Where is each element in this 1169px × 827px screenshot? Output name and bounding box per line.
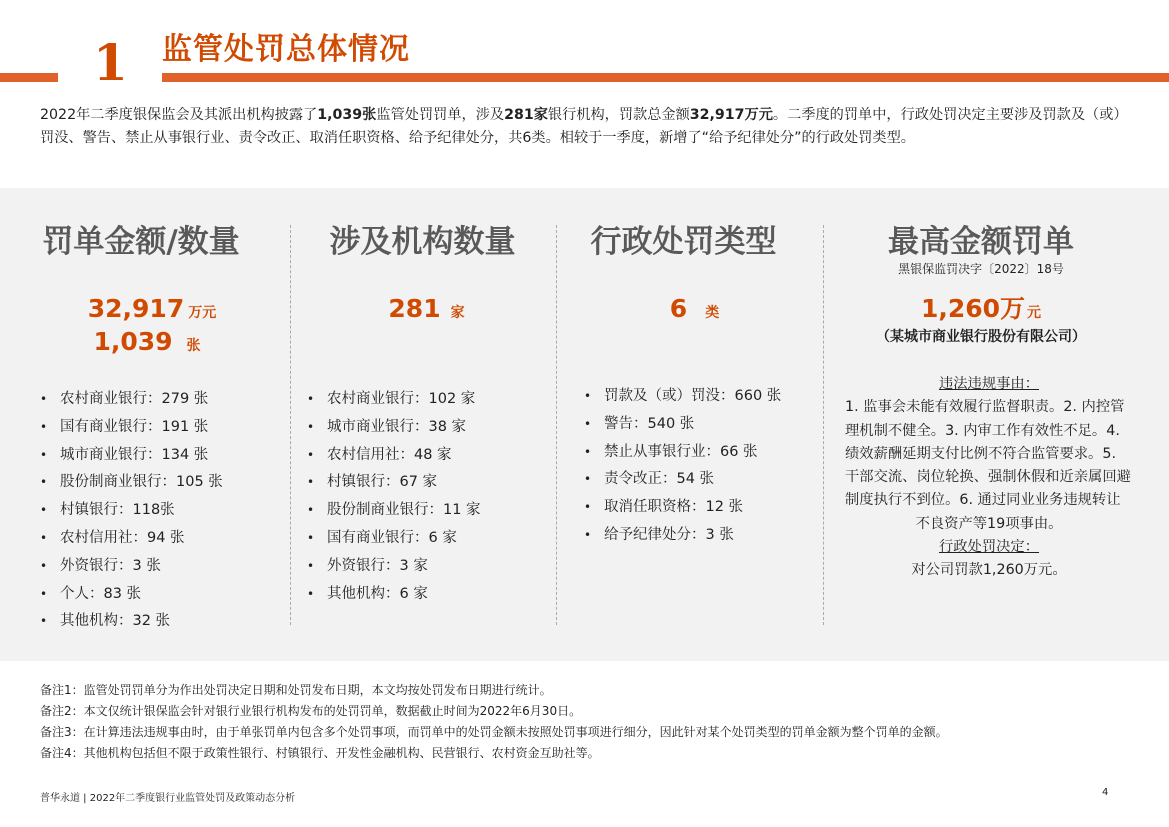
footnote: 备注2：本文仅统计银保监会针对银行业银行机构发布的处罚罚单，数据截止时间为2022年6月30日。 xyxy=(40,704,582,718)
col-title: 罚单金额/数量 xyxy=(42,224,240,260)
footnotes xyxy=(40,680,948,764)
list-item: • 责令改正：54 张 xyxy=(584,466,781,494)
list-item: • 农村信用社：94 张 xyxy=(40,525,223,553)
max-penalty-number: 1,260万 xyxy=(920,294,1026,323)
amount-unit: 万元 xyxy=(188,305,217,321)
amount-value xyxy=(14,294,290,328)
count-unit: 张 xyxy=(186,338,201,354)
intro-highlight: 32,917万元 xyxy=(689,107,773,123)
count-value xyxy=(4,327,290,361)
intro-text: 银行机构，罚款总金额 xyxy=(547,107,690,123)
list-item: • 村镇银行：118张 xyxy=(40,497,223,525)
list-item: • 个人：83 张 xyxy=(40,581,223,609)
list-item: • 城市商业银行：38 家 xyxy=(307,414,481,442)
col-title: 最高金额罚单 xyxy=(888,224,1074,260)
types-value xyxy=(566,294,823,328)
list-item: • 其他机构：6 家 xyxy=(307,581,481,609)
list-item: • 农村商业银行：279 张 xyxy=(40,386,223,414)
footnote: 备注3：在计算违法违规事由时，由于单张罚单内包含多个处罚事项，而罚单中的处罚金额未按照处罚事项进行细分，因此针对某个处罚类型的罚单金额为整个罚单的金额。 xyxy=(40,725,948,739)
list-item: • 国有商业银行：6 家 xyxy=(307,525,481,553)
list-item: • 外资银行：3 张 xyxy=(40,553,223,581)
list-item: • 给予纪律处分：3 张 xyxy=(584,522,781,550)
col-penalty-amount xyxy=(0,188,290,661)
institutions-number: 281 xyxy=(388,294,441,323)
list-item: • 农村信用社：48 家 xyxy=(307,442,481,470)
intro-highlight: 1,039张 xyxy=(317,107,377,123)
penalized-company: （某城市商业银行股份有限公司） xyxy=(876,329,1086,345)
list-item: • 村镇银行：67 家 xyxy=(307,469,481,497)
col-penalty-types xyxy=(556,188,823,661)
footer-source: 普华永道 | 2022年二季度银行业监管处罚及政策动态分析 xyxy=(40,793,296,804)
list-item: • 股份制商业银行：11 家 xyxy=(307,497,481,525)
intro-paragraph xyxy=(40,104,1130,150)
footnote: 备注1：监管处罚罚单分为作出处罚决定日期和处罚发布日期，本文均按处罚发布日期进行统计。 xyxy=(40,683,552,697)
col-max-penalty xyxy=(823,188,1139,661)
penalty-by-institution-list xyxy=(40,386,223,636)
header-bar-right xyxy=(162,73,1169,82)
header-bar-left xyxy=(0,73,58,82)
penalty-doc-number: 黑银保监罚决字〔2022〕18号 xyxy=(898,262,1064,276)
list-item: • 股份制商业银行：105 张 xyxy=(40,469,223,497)
count-number: 1,039 xyxy=(93,327,173,356)
institutions-list xyxy=(307,386,481,608)
violation-text: 1. 监事会未能有效履行监督职责。2. 内控管理机制不健全。3. 内审工作有效性不足。4. 绩效薪酬延期支付比例不符合监管要求。5. 干部交流、岗位轮换、强制休假和近亲属回避制度执行不到位。6. 通过同业业务违规转让 xyxy=(845,399,1131,509)
violation-text-end: 不良资产等19项事由。 xyxy=(915,515,1063,532)
decision-heading: 行政处罚决定： xyxy=(938,539,1040,556)
list-item: • 外资银行：3 家 xyxy=(307,553,481,581)
intro-highlight: 281家 xyxy=(504,107,548,123)
intro-text: 2022年二季度银保监会及其派出机构披露了 xyxy=(40,107,318,123)
col-institutions xyxy=(290,188,555,661)
col-title: 涉及机构数量 xyxy=(329,224,516,260)
list-item: • 其他机构：32 张 xyxy=(40,608,223,636)
amount-number: 32,917 xyxy=(87,294,185,323)
section-title: 监管处罚总体情况 xyxy=(162,32,410,67)
footnote: 备注4：其他机构包括但不限于政策性银行、村镇银行、开发性金融机构、民营银行、农村资金互助社等。 xyxy=(40,746,600,760)
list-item: • 取消任职资格：12 张 xyxy=(584,494,781,522)
section-number: 1 xyxy=(93,33,128,92)
list-item: • 禁止从事银行业：66 张 xyxy=(584,439,781,467)
violation-heading: 违法违规事由： xyxy=(938,376,1040,392)
list-item: • 农村商业银行：102 家 xyxy=(307,386,481,414)
list-item: • 城市商业银行：134 张 xyxy=(40,442,223,470)
decision-text: 对公司罚款1,260万元。 xyxy=(911,562,1067,579)
page-number: 4 xyxy=(1102,787,1109,798)
violation-details xyxy=(845,373,1133,583)
institutions-value xyxy=(298,294,555,328)
types-unit: 类 xyxy=(705,305,720,321)
intro-text: 。二季度的罚单中，行政处罚决定主要涉及罚款及（或）罚没、警告、禁止从事银行业、责令改正、取消任职资格、给予纪律处分，共6类。相较于一季度，新增了“给予纪律处分”的行政处罚类型。 xyxy=(40,107,1128,146)
col-title: 行政处罚类型 xyxy=(590,224,777,260)
institutions-unit: 家 xyxy=(450,305,465,321)
list-item: • 国有商业银行：191 张 xyxy=(40,414,223,442)
list-item: • 罚款及（或）罚没：660 张 xyxy=(584,383,781,411)
list-item: • 警告：540 张 xyxy=(584,411,781,439)
max-penalty-value xyxy=(823,294,1139,328)
types-number: 6 xyxy=(669,294,688,323)
summary-panel xyxy=(0,188,1169,661)
max-penalty-unit: 元 xyxy=(1027,305,1042,321)
penalty-types-list xyxy=(584,383,781,550)
intro-text: 监管处罚罚单，涉及 xyxy=(376,107,505,123)
